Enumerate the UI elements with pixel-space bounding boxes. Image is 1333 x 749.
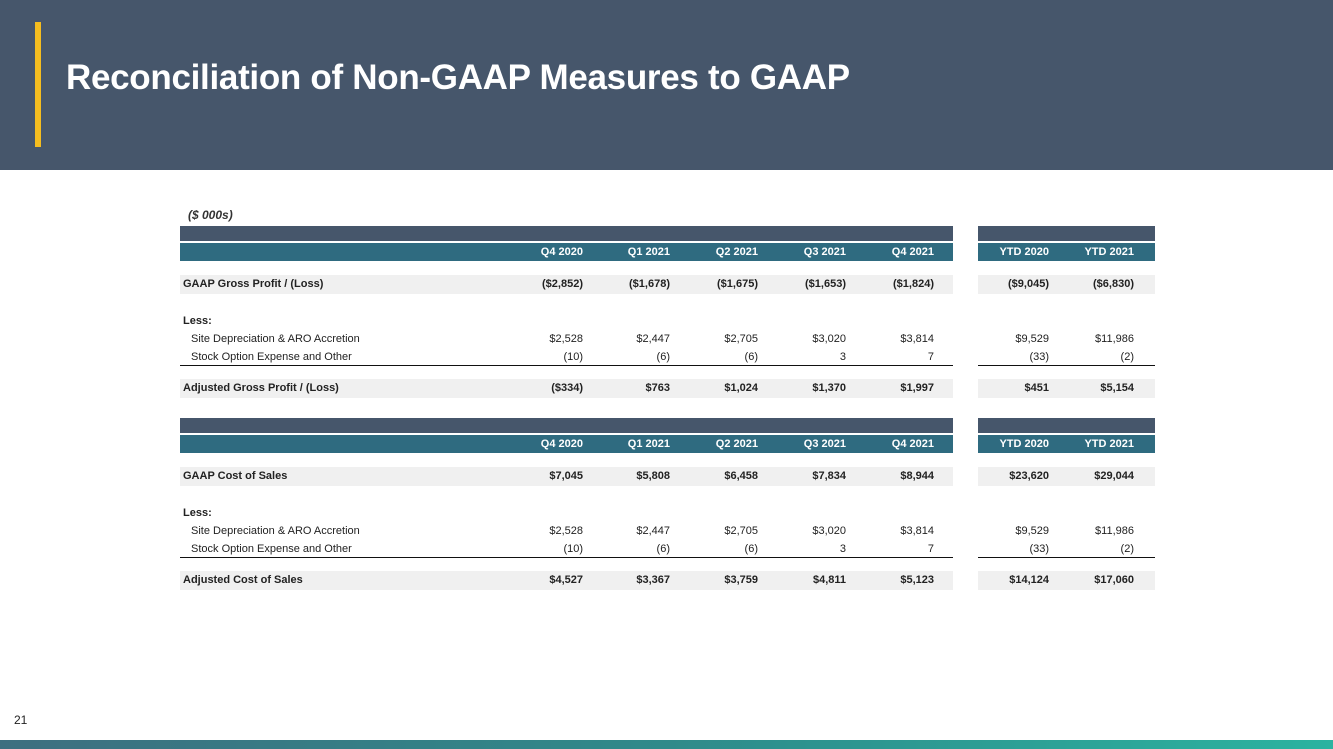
row-label: Site Depreciation & ARO Accretion: [191, 525, 360, 537]
table-cell: ($2,852): [542, 278, 583, 290]
slide-header: [0, 0, 1333, 170]
table-cell: 3: [839, 351, 846, 363]
table-cell-ytd: $11,986: [1095, 525, 1134, 537]
table-cell: $8,944: [900, 470, 934, 482]
table-cell: $1,997: [900, 382, 934, 394]
table-top-bar-ytd: [978, 418, 1155, 433]
table-cell: $3,020: [812, 333, 846, 345]
column-header: Q3 2021: [803, 438, 846, 450]
table-cell-ytd: (2): [1120, 351, 1134, 363]
table-cell: ($1,678): [629, 278, 670, 290]
table-cell: $2,447: [636, 333, 670, 345]
row-label: Stock Option Expense and Other: [191, 351, 352, 363]
table-cell-ytd: $9,529: [1015, 333, 1049, 345]
column-header-ytd: YTD 2020: [999, 438, 1049, 450]
table-cell: $1,024: [724, 382, 758, 394]
row-label: Adjusted Gross Profit / (Loss): [183, 382, 339, 394]
table-cell: (10): [563, 543, 583, 555]
subtotal-rule-ytd: [978, 557, 1155, 558]
table-cell: $3,814: [900, 525, 934, 537]
column-header: Q4 2021: [891, 438, 934, 450]
row-label: Adjusted Cost of Sales: [183, 574, 303, 586]
column-header-ytd: YTD 2020: [999, 246, 1049, 258]
table-cell-ytd: $23,620: [1009, 470, 1049, 482]
table-cell: $1,370: [812, 382, 846, 394]
less-label: Less:: [183, 507, 212, 519]
table-cell: (6): [744, 351, 758, 363]
table-cell: $5,123: [900, 574, 934, 586]
accent-bar: [35, 22, 41, 147]
table-cell: $2,528: [549, 525, 583, 537]
table-header-row-ytd: [978, 433, 1155, 453]
table-cell: 7: [927, 543, 934, 555]
column-header: Q4 2021: [891, 246, 934, 258]
column-header: Q1 2021: [627, 246, 670, 258]
page-number: 21: [14, 713, 28, 727]
subtotal-rule: [180, 557, 953, 558]
table-cell: 7: [927, 351, 934, 363]
table-cell-ytd: ($9,045): [1008, 278, 1049, 290]
column-header: Q3 2021: [803, 246, 846, 258]
table-cell: $4,527: [549, 574, 583, 586]
column-header: Q4 2020: [540, 246, 583, 258]
table-header-row: [180, 433, 953, 453]
table-top-bar-ytd: [978, 226, 1155, 241]
column-header: Q2 2021: [715, 246, 758, 258]
subtotal-rule-ytd: [978, 365, 1155, 366]
table-cell: $3,814: [900, 333, 934, 345]
table-cell-ytd: $451: [1024, 382, 1049, 394]
table-cell: (6): [656, 351, 670, 363]
column-header-ytd: YTD 2021: [1084, 438, 1134, 450]
table-top-bar: [180, 418, 953, 433]
column-header: Q2 2021: [715, 438, 758, 450]
table-cell: $3,367: [636, 574, 670, 586]
row-label: GAAP Cost of Sales: [183, 470, 288, 482]
column-header: Q4 2020: [540, 438, 583, 450]
row-label: GAAP Gross Profit / (Loss): [183, 278, 324, 290]
table-cell: $4,811: [812, 574, 846, 586]
table-cell-ytd: (33): [1029, 543, 1049, 555]
table-cell-ytd: $11,986: [1095, 333, 1134, 345]
table-cell-ytd: $14,124: [1009, 574, 1049, 586]
table-cell: $6,458: [724, 470, 758, 482]
table-cell: $763: [645, 382, 670, 394]
row-label: Site Depreciation & ARO Accretion: [191, 333, 360, 345]
table-cell: ($1,824): [893, 278, 934, 290]
less-label: Less:: [183, 315, 212, 327]
footer-gradient-bar: [0, 740, 1333, 749]
table-header-row-ytd: [978, 241, 1155, 261]
slide-title: Reconciliation of Non-GAAP Measures to GAAP: [66, 58, 850, 97]
subtotal-rule: [180, 365, 953, 366]
table-cell: $5,808: [636, 470, 670, 482]
table-cell: $2,528: [549, 333, 583, 345]
table-cell: $7,834: [812, 470, 846, 482]
table-cell-ytd: $5,154: [1100, 382, 1134, 394]
table-cell: $2,447: [636, 525, 670, 537]
table-cell: $2,705: [724, 333, 758, 345]
table-cell: (6): [656, 543, 670, 555]
table-header-row: [180, 241, 953, 261]
table-cell: (6): [744, 543, 758, 555]
table-cell-ytd: (33): [1029, 351, 1049, 363]
table-cell: $7,045: [549, 470, 583, 482]
table-cell: $3,759: [724, 574, 758, 586]
table-cell: $3,020: [812, 525, 846, 537]
table-cell-ytd: ($6,830): [1093, 278, 1134, 290]
column-header: Q1 2021: [627, 438, 670, 450]
table-cell-ytd: $17,060: [1094, 574, 1134, 586]
table-cell-ytd: $9,529: [1015, 525, 1049, 537]
table-cell: 3: [839, 543, 846, 555]
table-cell: ($334): [551, 382, 583, 394]
table-cell-ytd: (2): [1120, 543, 1134, 555]
table-top-bar: [180, 226, 953, 241]
units-note: ($ 000s): [188, 208, 233, 222]
table-cell: ($1,675): [717, 278, 758, 290]
table-cell: $2,705: [724, 525, 758, 537]
row-label: Stock Option Expense and Other: [191, 543, 352, 555]
column-header-ytd: YTD 2021: [1084, 246, 1134, 258]
table-cell: (10): [563, 351, 583, 363]
table-cell: ($1,653): [805, 278, 846, 290]
table-cell-ytd: $29,044: [1094, 470, 1134, 482]
